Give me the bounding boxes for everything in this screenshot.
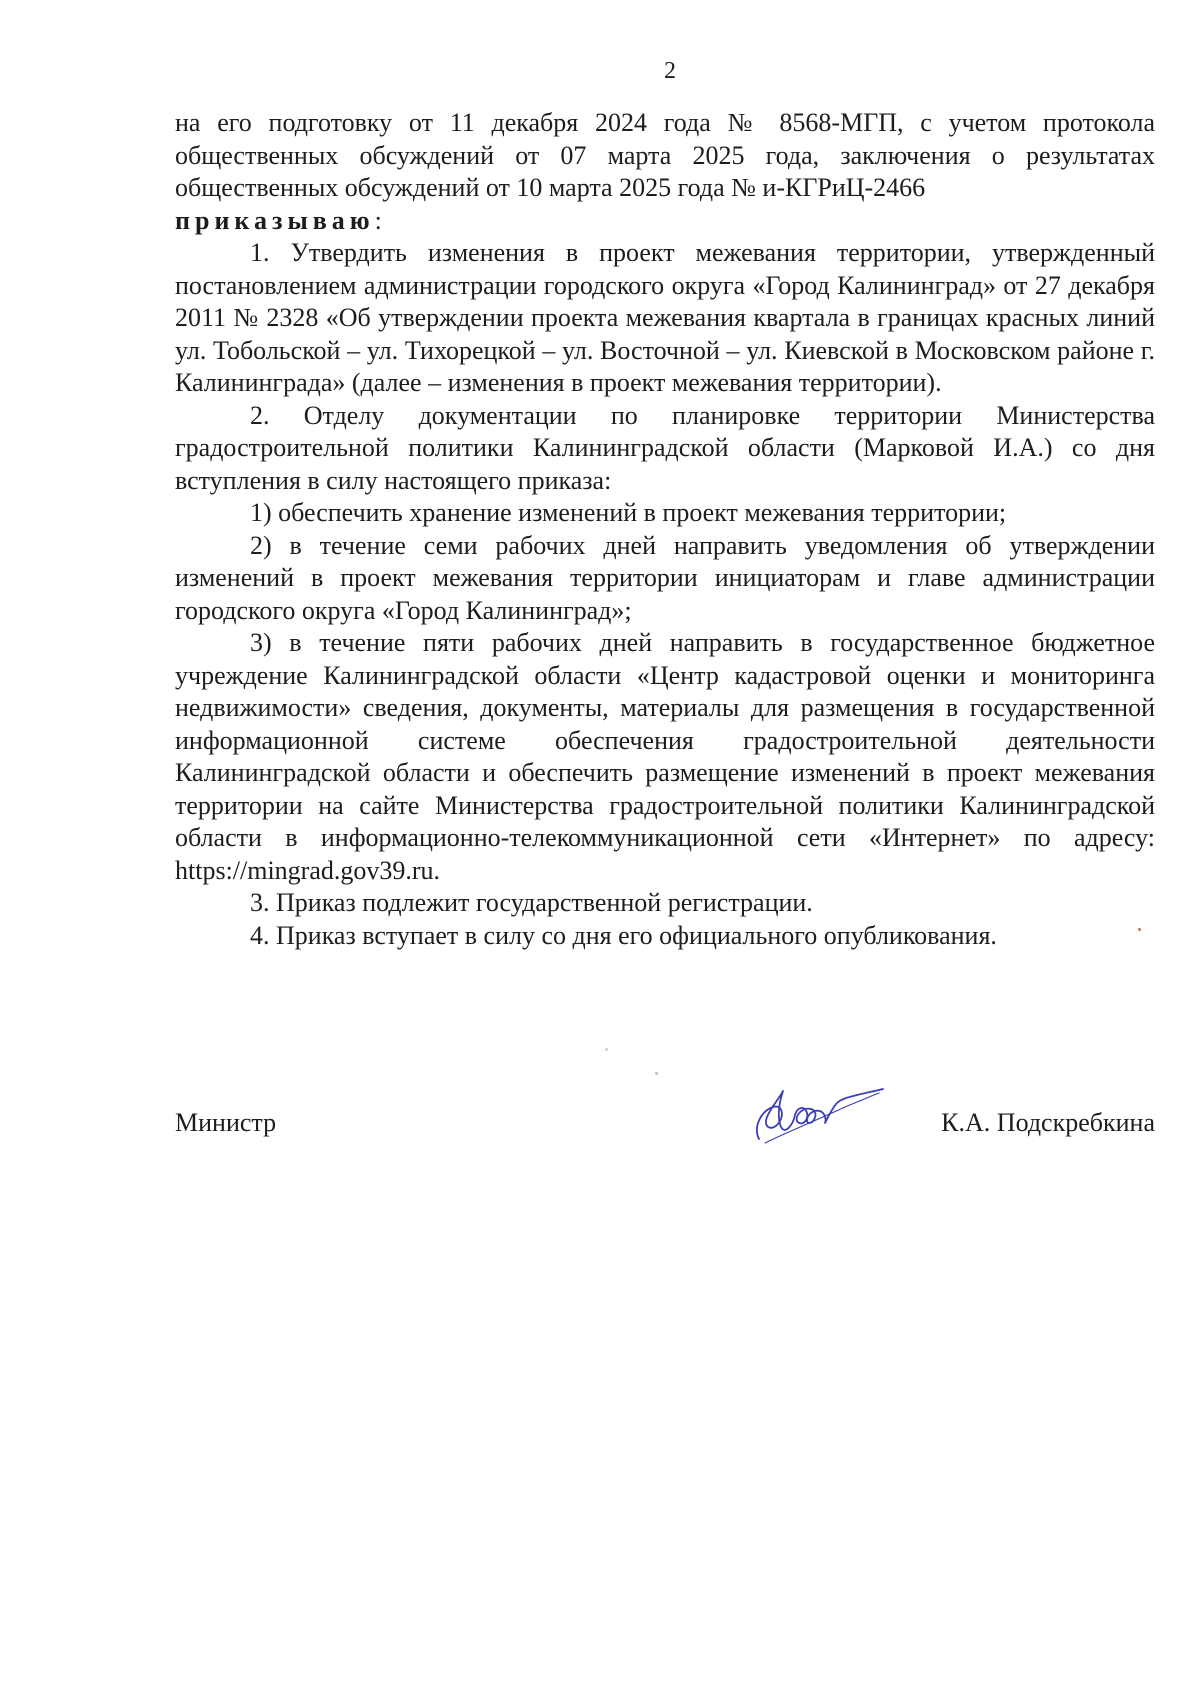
subitem-1-paragraph: 1) обеспечить хранение изменений в проект межевания территории; bbox=[250, 498, 1007, 527]
item-4-paragraph: 4. Приказ вступает в силу со дня его официального опубликования. bbox=[250, 920, 997, 950]
intro-line-2: общественных обсуждений от 07 марта 2025 года, заключения о результатах bbox=[175, 140, 1155, 170]
signer-position: Министр bbox=[175, 1108, 277, 1137]
page-number: 2 bbox=[664, 58, 676, 84]
order-colon: : bbox=[374, 205, 382, 235]
orange-speck bbox=[1138, 928, 1141, 931]
intro-line-1: на его подготовку от 11 декабря 2024 года № 8568-МГП, с учетом протокола bbox=[175, 108, 1155, 137]
handwritten-signature bbox=[745, 1077, 885, 1157]
item-2-paragraph: 2. Отделу документации по планировке территории Министерства градостроительной политики Калининградской области (Марковой И.А.) со дня вступления в силу настоящего приказа: bbox=[175, 400, 1155, 495]
item-1-paragraph: 1. Утвердить изменения в проект межевания территории, утвержденный постановлением администрации городского округа «Город Калининград» от 27 декабря 2011 № 2328 «Об утверждении проекта межевания квартала в границах красных линий ул. Тобольской – ул. Тихорецкой – ул. Восточной – ул. Киевской в Московском районе г. Калининграда» (далее – изменения в проект межевания территории). bbox=[175, 238, 1155, 397]
scan-speck bbox=[605, 1048, 608, 1051]
scan-speck bbox=[655, 1072, 658, 1075]
item-3-paragraph: 3. Приказ подлежит государственной регистрации. bbox=[250, 888, 813, 917]
signer-name: К.А. Подскребкина bbox=[941, 1108, 1155, 1137]
document-body bbox=[175, 107, 1155, 952]
intro-line-3: общественных обсуждений от 10 марта 2025 года № и-КГРиЦ-2466 bbox=[175, 173, 926, 202]
order-line bbox=[175, 205, 1155, 238]
order-word: приказываю bbox=[175, 205, 375, 235]
subitem-3-paragraph: 3) в течение пяти рабочих дней направить в государственное бюджетное учреждение Калининградской области «Центр кадастровой оценки и мониторинга недвижимости» сведения, документы, материалы для размещения в государственной информационной системе обеспечения градостроительной деятельности Калининградской области и обеспечить размещение изменений в проект межевания территории на сайте Министерства градостроительной политики Калининградской области в информационно-телекоммуникационной сети «Интернет» по адресу: https://mingrad.gov39.ru. bbox=[175, 628, 1155, 885]
subitem-2-paragraph: 2) в течение семи рабочих дней направить уведомления об утверждении изменений в проект межевания территории инициаторам и главе администрации городского округа «Город Калининград»; bbox=[175, 530, 1155, 625]
signature-block bbox=[175, 1092, 1155, 1172]
intro-paragraph bbox=[175, 107, 1155, 205]
